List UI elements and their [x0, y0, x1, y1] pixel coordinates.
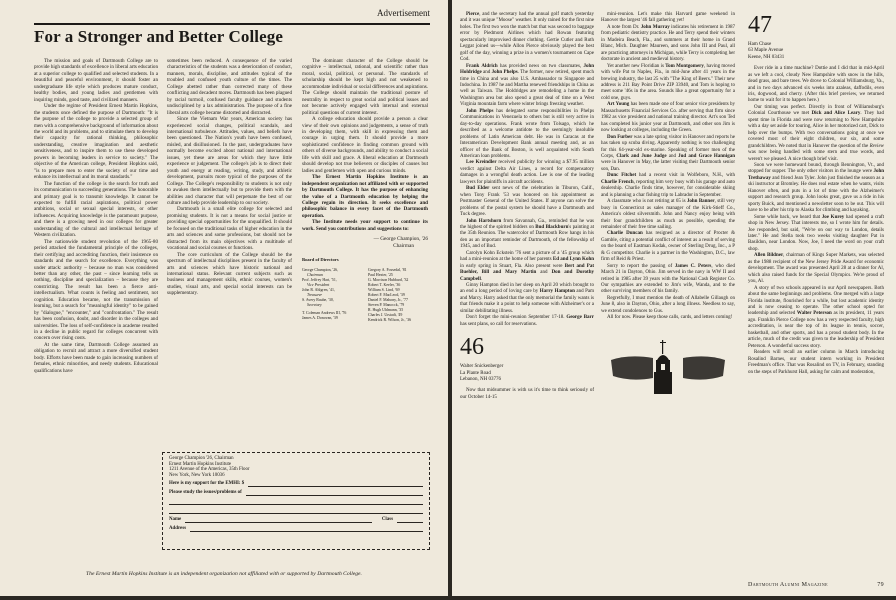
paragraph: Dartmouth is a small elite college for selected and promising students. It is not a means for social justice or providing special opportunities for the unqualified. It should be focused on the traditional tasks of higher education in the arts and sciences and some professions, but should not be distracted from its main objectives with a multitude of vocational and social courses or functions.: [167, 206, 292, 252]
paragraph: The dominant character of the College should be cognitive – intellectual, rational, and scientific rather than moral, social, political, or personal. The standards of scholarship should be kept high and not weakened to accommodate individual or social differences and aspirations. The College should maintain the traditional posture of neutrality in respect to great social and political issues and not become actively engaged with internal and external political questions of current interest.: [302, 58, 428, 116]
paragraph: The mission and goals of Dartmouth College are to provide high standards of excellence in liberal arts education at a superior college to qualified and selected students. In a beautiful and peaceful environment, it should foster an undergraduate life style which produces mature conduct, healthy bodies, and young ladies and gentlemen with inquiring minds, good taste, and civilized manners.: [34, 58, 158, 103]
notes-46-body: [601, 12, 735, 322]
paragraph: Charlie Duncan has resigned as a director of Procter & Gamble, citing a potential conflict of interest as a result of serving on the board of Eastman Kodak, owner of Sterling Drug, Inc., a P & G competitor. Charlie is a partner in the Washington, D.C., law firm of Reid & Priest.: [601, 231, 736, 263]
board-member: Gregory A. Fossedal, '81: [368, 267, 407, 272]
paragraph: The core curriculum of the College should be the spectrum of intellectual disciplines present in the faculty of arts and sciences which have historic national and international status. Relevant current subjects such as business and management skills, ethnic courses, women's studies, visual arts, and special social interests can be supplementary.: [167, 251, 292, 297]
paragraph: Readers will recall an earlier column in March introducing Rosalind Barnes, our student intern working in President Freedman's office. That was Rosalind on TV, in February, standing on the steps of Parkhurst Hall, asking for calm and moderation,: [748, 350, 884, 375]
issues-blank-line[interactable]: [169, 496, 423, 505]
board-title: Board of Directors: [302, 257, 339, 263]
notes-column-3: [748, 12, 884, 376]
class-field[interactable]: [397, 517, 423, 523]
class-year-47: 47: [748, 12, 772, 38]
class-secretary-address: Walter Snickenberger La Plante Road Lebanon, NH 03776: [460, 364, 504, 383]
paragraph: Art Young has been made one of four senior vice presidents by Massachusetts Financial Services Co. after serving that firm since 1982 as vice president and national training director. Art's son Ted has completed his junior year at Dartmouth, and other son Jim is now looking at colleges, including the Green.: [601, 102, 735, 134]
name-field[interactable]: Name Class: [169, 517, 423, 523]
board-of-directors: [302, 268, 428, 323]
board-member: G. Morrison Hubbard, '32: [368, 277, 409, 282]
board-member: Paul Hexter, '25: [368, 272, 393, 277]
page-footer: [748, 582, 884, 588]
advertisement-label: Advertisement: [377, 8, 430, 18]
headline: For a Stronger and Better College: [34, 27, 283, 46]
board-right-column: [368, 268, 428, 323]
paragraph: Sorry to report the passing of James C. Peters, who died March 21 in Dayton, Ohio. Jim served in the navy in WW II and retired in 1985 after 39 years with the National Cash Register Co. Our sympathies are extended to Jim's wife, Wanda, and to the other surviving members of his family.: [601, 263, 735, 295]
paragraph: Frank Aldrich has provided news on two classmates, John Holdridge and John Phelps. The former, now retired, spent much time in China and was also U.S. Ambassador to Singapore and Indochina. In 1987 he and Martha renewed friendships in China as well as Taiwan. The Holdridges are remodeling a home in the Washington area but also spend a great deal of time on a West Virginia mountain farm where winter brings freezing weather.: [460, 63, 594, 108]
board-member: Daniel F. Mahony, Jr., '77: [368, 297, 408, 302]
signature-title: Chairman: [393, 242, 414, 249]
ad-column-2: [167, 58, 292, 297]
paragraph: Pierce, and the secretary had the annual golf match yesterday and it was unique "Moose" weather. It only rained for the first nine holes. The first two won the match but that was second to baggage error by Piedmont Airlines which had Rowan featuring spectacularly improvised dinner clothing. Gertie Cutler and Ruth Leggat joined us—while Allon Pierce obviously played the best golf of the day, winning a prize in a women's tournament on Cape Cod.: [460, 12, 594, 63]
paragraph: Dunc Fitchet had a recent visit in Wolfeboro, N.H., with Charlie French, reporting him very busy with his garage and auto dealership. Charlie finds time, however, for considerable skiing and is planning a char fishing trip to Labrador in September.: [601, 173, 735, 198]
paragraph: mini-reunion. Let's make this Harvard game weekend in Hanover the largest '46 fall gathering yet!: [601, 12, 735, 24]
paragraph: A note from Dr. John Murray indicates his retirement in 1987 from pediatric dentistry practice. He and Terry spend their winters in Madeira Beach, Fla., and summers at their home in Grand Blanc, Mich. Daughter Maureen, and sons John III and Paul, all are practicing attorneys in Michigan, while Terry is completing her doctorate in ancient and medieval history.: [601, 24, 735, 63]
board-member: Charles J. Urstadt, '49: [368, 312, 403, 317]
paragraph: John Phelps has delegated some responsibilities in Phelps Communications in Venezuela to others but is still very active in day-to-day operations. Frank wrote from Tolsago, which he described as a welcome antidote to the seemingly insoluble problems of Latin American debt. He was in Caracas at the Interamerican Development Bank annual meeting and, as an officer of the Bank of Boston, is well acquainted with South American loan problems.: [460, 108, 595, 159]
paragraph: Don't forget the mini-reunion September 17-18. George Barr has sent plans, so call for reservations.: [460, 315, 594, 327]
paragraph: A story of two schools appeared in our April newspapers. Both about the same beginnings and problems. One merged with a large Florida institute, flourished for a while, but lost academic identity and is now ceasing to operate. The other school opted for leadership and selected Walter Peterson as its president, 11 years ago. Franklin Pierce College now has a very respected faculty, high accreditation, is near the top of its league in tennis, soccer, basketball, and other sports, and has a proud student body. In the article, much of the credit was given to the leadership of President Peterson. A wonderful success story.: [748, 285, 884, 349]
disclaimer-footer: The Ernest Martin Hopkins Institute is an independent organization not affiliated with or supported by Dartmouth College.: [86, 571, 362, 577]
board-member: T. Coleman Andrews III, '76: [302, 310, 347, 315]
notes-45-body: [460, 12, 594, 328]
paragraph: Ever ride in a time machine? Dottie and I did that in mid-April as we left a cool, cloudy New Hampshire with snow in the hills, dead grass, and bare trees. We drove to Colonial Williamsburg, Va., and in two days advanced six weeks into azaleas, daffodils, even iris, dogwood, and cherry. (After this brief preview, we returned home to wait for it to happen here.): [748, 66, 884, 104]
tower-icon: [609, 338, 727, 398]
ad-column-1: [34, 58, 158, 374]
notes-column-1: [460, 12, 594, 401]
paragraph: Since the Vietnam War years, American society has experienced social changes, political scandals, and international turbulence. Attitudes, values, and beliefs have been questioned. The Nation's youth have been confused, misled, and disillusioned. In the past, undergraduates have normally become excited about national and international issues, yet these are areas for which they have little experience or judgement. The college's job is to direct their youth and energy at reading, writing, study, and athletic development, pursuits more typical of the purposes of the College. The College's responsibility to students is not only to awaken them intellectually but to provide them with the abilities and character that will perpetuate the best of our culture and help provide leadership to our society.: [167, 116, 292, 206]
baker-tower-illustration: [601, 338, 735, 398]
board-member: R. Hugh Uhlmann, '35: [368, 307, 404, 312]
institute-statement: The Ernest Martin Hopkins Institute is an independent organization not affiliated with or supported by Dartmouth College. It has the purpose of enhancing the value of a Dartmouth education by helping the College regain its direction. It seeks excellence and philosophic balance in every facet of the Dartmouth operation.: [302, 174, 428, 219]
magazine-title: Dartmouth Alumni Magazine: [748, 582, 828, 588]
paragraph: Soon we were homeward bound, through Bennington, Vt., and stopped for supper. The only other visitors in the lounge were John Trethaway and friend Jean Tyler. John just finished the season as a ski instructor at Bromley. He does real estate when he wants, visits Hanover often, and puts in a lot of time with the Alzheimer's support and research group. John looks great, gave us a ride in his sporty Buick, and mentioned a newsletter soon to be out. This will have to be after his trip to Alaska for climbing and kayaking.: [748, 163, 884, 214]
paragraph: At the same time, Dartmouth College assumed an obligation to recruit and attract a more diversified student body. Efforts have been made to gain increasing numbers of females, ethnic minorities, and needy students. Educational qualifications have: [34, 341, 158, 374]
issues-blank-line[interactable]: [169, 505, 423, 514]
paragraph: Don Furber was a late spring visitor in Hanover and reports he has taken up scuba diving. Apparently nothing is too challenging for this 64-year-old ex-marine. Speaking of former men of the Corps, Clark and June Judge and Jud and Grace Hannigan were in Hanover in May, the latter visiting their Dartmouth senior son, Dan.: [601, 134, 735, 172]
page-bottom-edge: [0, 596, 896, 600]
paragraph: A classmate who is not retiring at 65 is John Banner, still very busy in Connecticut as sales manager of the Kirk-Stieff Co., America's oldest silversmith. John and Nancy enjoy being with their four grandchildren as much as possible, spending the remainder of their free time sailing.: [601, 199, 735, 230]
paragraph: Now that midsummer is with us it's time to think seriously of our October 14-15: [460, 388, 594, 400]
board-member: Robert F. MacLeod, '39: [368, 292, 405, 297]
paragraph: Carolyn Kohn Eckstein '76 sent a picture of a '45 group which had a mini-reunion at the home of her parents Ed and Lynn Kohn in early spring in Stuart, Fla. Also present were Bert and Pat Buehler, Bill and Mary Martin and Don and Dorothy Campbell.: [460, 250, 595, 282]
paragraph: Ginny Hampton died in her sleep on April 20 which brought to an end a long period of loving care by Harry Hampton and Pam and Marcy. Harry asked that the only memorial the family wants is that friends make it a point to help someone with Alzheimer's or a similar debilitating illness.: [460, 283, 594, 314]
board-member: Kendrick R. Wilson, Jr., '36: [368, 317, 412, 322]
mailing-address: George Champion '26, Chairman Ernest Martin Hopkins Institute 1211 Avenue of the Americas, 35th Floor New York, New York 10036: [169, 456, 250, 478]
support-amount-field[interactable]: Here is my support for the EMHI: $: [169, 481, 423, 487]
donation-coupon: [162, 452, 430, 550]
paragraph: The nationwide student revolution of the 1965-80 period attacked the fundamental principle of the colleges, their certifying and accrediting function, their insistence on standards and the search for excellence. Everything was under attack: authority – because no man was considered better than any other, the past – since learning tells us nothing, discipline and specialization – because they are constricting. The result has been a fierce anti-intellectualism. What counts is feeling and sentiment, not cognition. Education became, not the transmission of learning, but a search for "meaningful identity" to be gained by "dialogue," "encounter," and "confrontation." The result has been confusion, doubt, and disorder in the colleges and universities. The loss of self-confidence in academe resulted in a decline in public regard for colleges concurrent with concern over rising costs.: [34, 238, 158, 342]
paragraph: Yet another new Floridian is Tom Montgomery, having moved with wife Pat to Naples, Fla., in mid-June after 41 years in the brewing industry, the last 25 with "The King of Beers." Their new address is 211 Bay Point Drive ZIP 33940, and Tom is hoping to meet some '46s in the area. Sounds like a great opportunity for a cold one, guys.: [601, 63, 735, 101]
paragraph: The function of the college is the search for truth and its communication to succeeding generations. The honorable and primary goal is to transmit knowledge. It cannot be expected to fulfill racial aspirations, political power ambitions, social or sexual special interests, or other influences. Acquiring knowledge is the paramount purpose, and there is a growing need in our colleges for greater understanding of the cultural and intellectual heritage of Western civilization.: [34, 180, 158, 239]
paragraph: All for now. Please keep those calls, cards, and letters coming!: [607, 315, 733, 321]
class-notes-page: [452, 0, 896, 600]
board-left-column: [302, 268, 362, 323]
board-member: S. Avery Raube, '30, Secretary: [302, 297, 334, 307]
paragraph: Allen Bildner, chairman of Kings Super Markets, was selected as the 1988 recipient of the New Jersey Pride Award for economic development. The award was presented April 28 at a dinner for Al, which also raised funds for the Special Olympics. We're proud of you, Al.: [748, 253, 884, 285]
page-number: 79: [877, 582, 884, 588]
paragraph: Lee Kreindler received publicity for winning a $7.95 million verdict against Delta Air Lines, a record for compensatory damages in a wrongful death action. Lee is one of the leading lawyers for plaintiffs in aircraft accidents.: [460, 160, 594, 185]
paragraph: John Hartshorn from Savannah, Ga., reminded that he was the highest of the spirited bidders on Bud Blackburn's painting at the 35th Reunion. The watercolor of Dartmouth Row hangs in his den as an important reminder of Dartmouth, of the fellowship of 1945, and of Bud.: [460, 218, 595, 250]
paragraph: Under the regime of President Ernest Martin Hopkins, the students once defined the purpose of Dartmouth: "It is the purpose of the college to provide a selected group of men with a comprehensive background of information about the world and its problems, and to stimulate them to develop their capacity for rational thinking, philosophic understanding, creative imagination and aesthetic sensitiveness, and to inspire them to use these developed powers in becoming leaders in service to society." The objective of the American college, President Hopkins said, "is to prepare men to enter the society of our time and enhance its intellectual and its moral standards.": [34, 103, 158, 181]
board-member: Prof. Jeffrey Hart, '51, Vice President: [302, 277, 337, 287]
board-member: John R. Ahlgren, '41, Treasurer: [302, 287, 335, 297]
notes-47-body: [748, 66, 884, 376]
board-member: Robert T. Keeler, '36: [368, 282, 401, 287]
paragraph: Regretfully, I must mention the death of Allabelle Gillaugh on June 8, also in Dayton, Ohio, after a long illness. Needless to say, we extend condolences to Gus.: [601, 295, 735, 314]
board-member: George Champion, '26, Chairman: [302, 267, 339, 277]
paragraph: A college education should provide a person a clear view of their own opinions and judgements, a sense of truth in developing them, with skill in expressing them and courage in urging them. It should provide a more sophisticated confidence in finding common ground with others of diverse backgrounds, and ability to conduct a social life with skill and grace. A liberal education at Dartmouth should develop not true believers or disciples of causes but ladies and gentlemen with open and curious minds.: [302, 116, 428, 174]
class-label: Class: [381, 517, 393, 523]
support-appeal: The Institute needs your support to continue its work. Send you contributions and suggestions to:: [302, 219, 428, 232]
signature-name: — George Champion, '26: [373, 236, 428, 243]
signature: [302, 236, 428, 249]
class-secretary-address: Ham Chase 63 Maple Avenue Keene, NH 03431: [748, 42, 785, 60]
board-member: William S. Lind, '69: [368, 287, 400, 292]
header-rule: [34, 23, 430, 25]
board-member: James A. Donovan, '39: [302, 315, 338, 320]
ad-column-3: [302, 58, 428, 323]
paragraph: sometimes been reduced. A consequence of the varied characteristics of the students was a deterioration of conduct, manners, morals, discipline, and attitudes typical of the troubled and confused youth culture of the times. The College abetted rather than corrected many of these conflicting and decadent mores. Dartmouth has been plagued by racial turmoil, confused faculty guidance and students undisciplined by a lax administration. The purpose of a fine liberal arts college became distorted and distracted.: [167, 58, 292, 116]
paragraph: Some while back, we heard that Joe Kurey had opened a craft shop in New Jersey. That interests me, so I wrote him for details. Joe responded, but said, "We're on our way to London, details later." He and Stella took two weeks visiting daughter Pat in Basildon, near London. Now, Joe, I need the word on your craft shop.: [748, 214, 884, 252]
address-field[interactable]: Address: [169, 526, 423, 532]
paragraph: Bud Elder sent news of the celebration in Tiburon, Calif., when Tony Frank '53 was honored on his appointment as Postmaster General of the United States. If anyone can solve the problems of the postal system he should have a Dartmouth and Tuck degree.: [460, 186, 595, 218]
board-member: Steven P. Manocck, '79: [368, 302, 405, 307]
paragraph: Our timing was perfect. Directly in front of Williamsburg's Colonial Courthouse we met Dick and Alice Leary. They had spent time in Florida and were now returning to New Hampshire with a day set aside for touring, Alice in her motorized cart, Dick to help over the bumps. With two conversations going at once we covered most of their eight children, our six, and some grandchildren. We noted that in Hanover the question of the Review was now being handled with some stern and true words, and weren't we pleased. A nice though brief visit.: [748, 104, 885, 162]
notes-column-2: [601, 12, 735, 398]
class-year-46: 46: [460, 334, 484, 361]
study-issues-field[interactable]: Please study the issues/problems of: [169, 490, 423, 496]
